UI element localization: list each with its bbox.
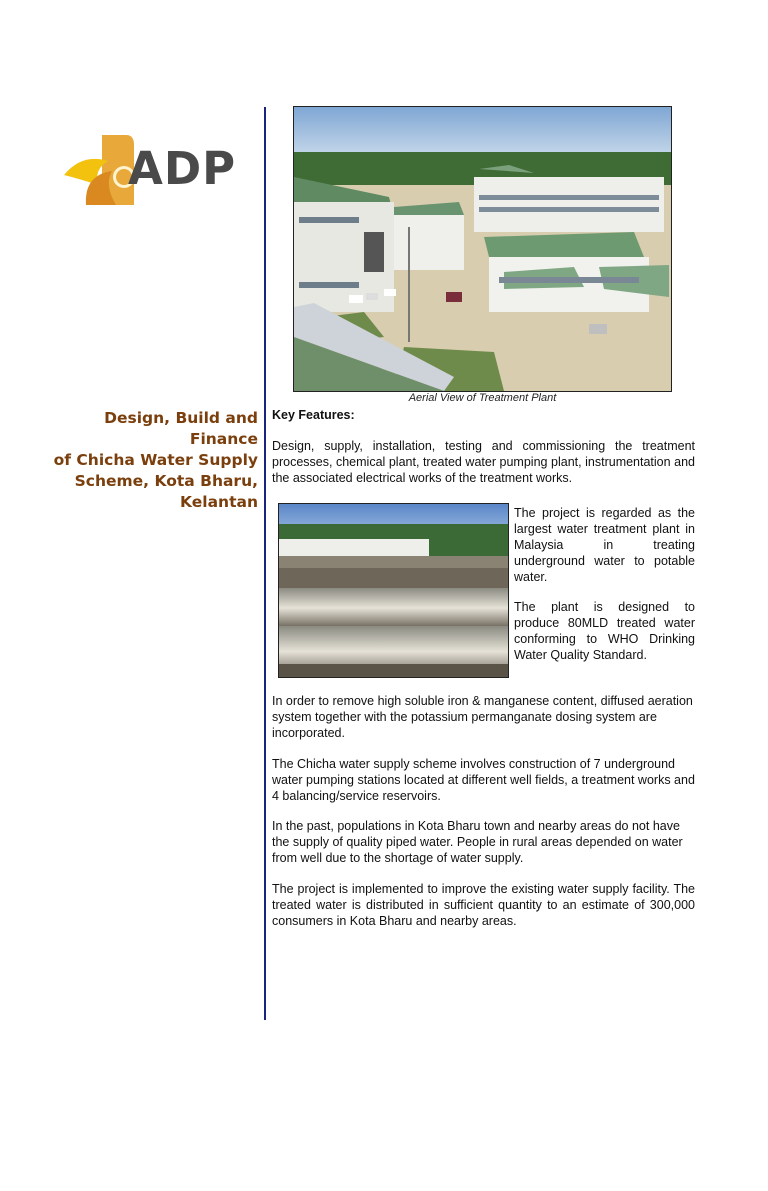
project-title-line: Design, Build and Finance	[104, 409, 258, 448]
project-title-line: Scheme, Kota Bharu,	[74, 472, 258, 490]
project-title-line: Kelantan	[180, 493, 258, 511]
aerial-photo-caption: Aerial View of Treatment Plant	[408, 392, 557, 404]
history-paragraph: In the past, populations in Kota Bharu town and nearby areas do not have the supply of quality piped water. People in rural areas depended on water from well due to the shortage of water supply.	[272, 819, 683, 865]
project-title	[40, 408, 258, 513]
aeration-weir-photo	[278, 503, 509, 678]
construction-paragraph: The Chicha water supply scheme involves construction of 7 underground water pumping stations located at different well fields, a treatment works and 4 balancing/service reservoirs.	[272, 757, 695, 803]
purpose-paragraph: The project is implemented to improve the existing water supply facility. The treated water is distributed in sufficient quantity to an estimate of 300,000 consumers in Kota Bharu and nearby areas.	[272, 882, 695, 928]
capacity-paragraph: The plant is designed to produce 80MLD treated water conforming to WHO Drinking Water Quality Standard.	[514, 600, 695, 662]
logo-text: ADP	[128, 142, 237, 195]
key-features-heading: Key Features:	[272, 408, 355, 422]
scope-paragraph: Design, supply, installation, testing and commissioning the treatment processes, chemical plant, treated water pumping plant, instrumentation and the associated electrical works of the treatment works.	[272, 439, 695, 485]
aerial-photo	[293, 106, 672, 392]
project-title-line: of Chicha Water Supply	[53, 451, 258, 469]
largest-plant-paragraph: The project is regarded as the largest water treatment plant in Malaysia in treating underground water to potable water.	[514, 506, 695, 584]
aeration-paragraph: In order to remove high soluble iron & manganese content, diffused aeration system together with the potassium permanganate dosing system are incorporated.	[272, 694, 693, 740]
vertical-divider	[264, 107, 266, 1020]
